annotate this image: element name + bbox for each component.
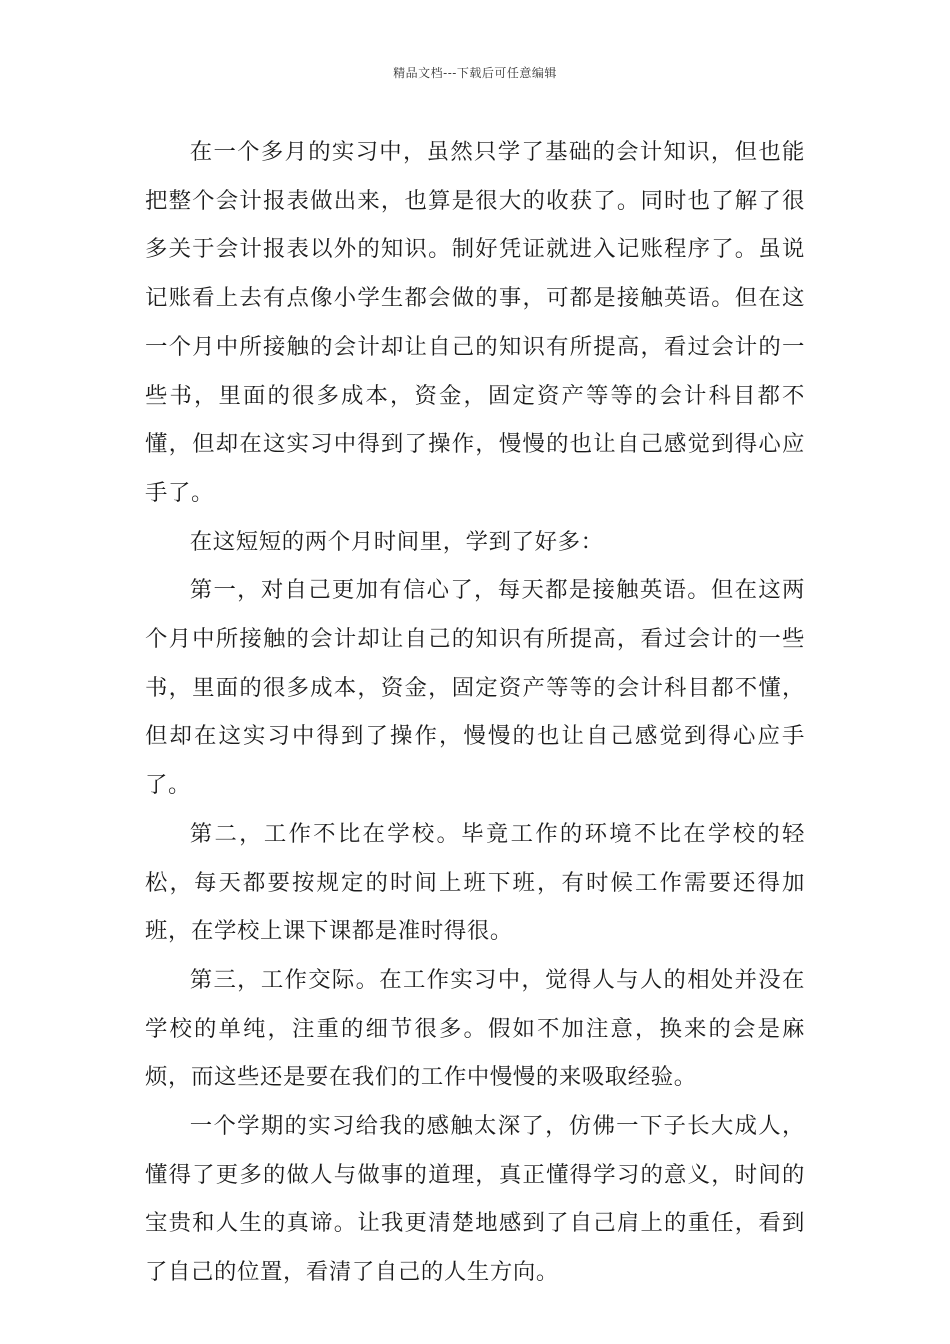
- paragraph-point-one: 第一，对自己更加有信心了，每天都是接触英语。但在这两个月中所接触的会计却让自己的知识有所提高，看过会计的一些书，里面的很多成本，资金，固定资产等等的会计科目都不懂，但却在这实习中得到了操作，慢慢的也让自己感觉到得心应手了。: [145, 577, 805, 799]
- paragraph-internship-summary: 在一个多月的实习中，虽然只学了基础的会计知识，但也能把整个会计报表做出来，也算是很大的收获了。同时也了解了很多关于会计报表以外的知识。制好凭证就进入记账程序了。虽说记账看上去有点像小学生都会做的事，可都是接触英语。但在这一个月中所接触的会计却让自己的知识有所提高，看过会计的一些书，里面的很多成本，资金，固定资产等等的会计科目都不懂，但却在这实习中得到了操作，慢慢的也让自己感觉到得心应手了。: [145, 139, 805, 506]
- paragraph-conclusion: 一个学期的实习给我的感触太深了，仿佛一下子长大成人，懂得了更多的做人与做事的道理，真正懂得学习的意义，时间的宝贵和人生的真谛。让我更清楚地感到了自己肩上的重任，看到了自己的位置，看清了自己的人生方向。: [145, 1113, 805, 1286]
- document-body: [145, 128, 805, 1297]
- paragraph-point-three: 第三，工作交际。在工作实习中，觉得人与人的相处并没在学校的单纯，注重的细节很多。假如不加注意，换来的会是麻烦，而这些还是要在我们的工作中慢慢的来吸取经验。: [145, 966, 805, 1091]
- page-header: 精品文档---下载后可任意编辑: [393, 66, 557, 80]
- paragraph-two-months-intro: 在这短短的两个月时间里，学到了好多：: [189, 528, 604, 555]
- paragraph-point-two: 第二，工作不比在学校。毕竟工作的环境不比在学校的轻松，每天都要按规定的时间上班下班，有时候工作需要还得加班，在学校上课下课都是准时得很。: [145, 820, 805, 945]
